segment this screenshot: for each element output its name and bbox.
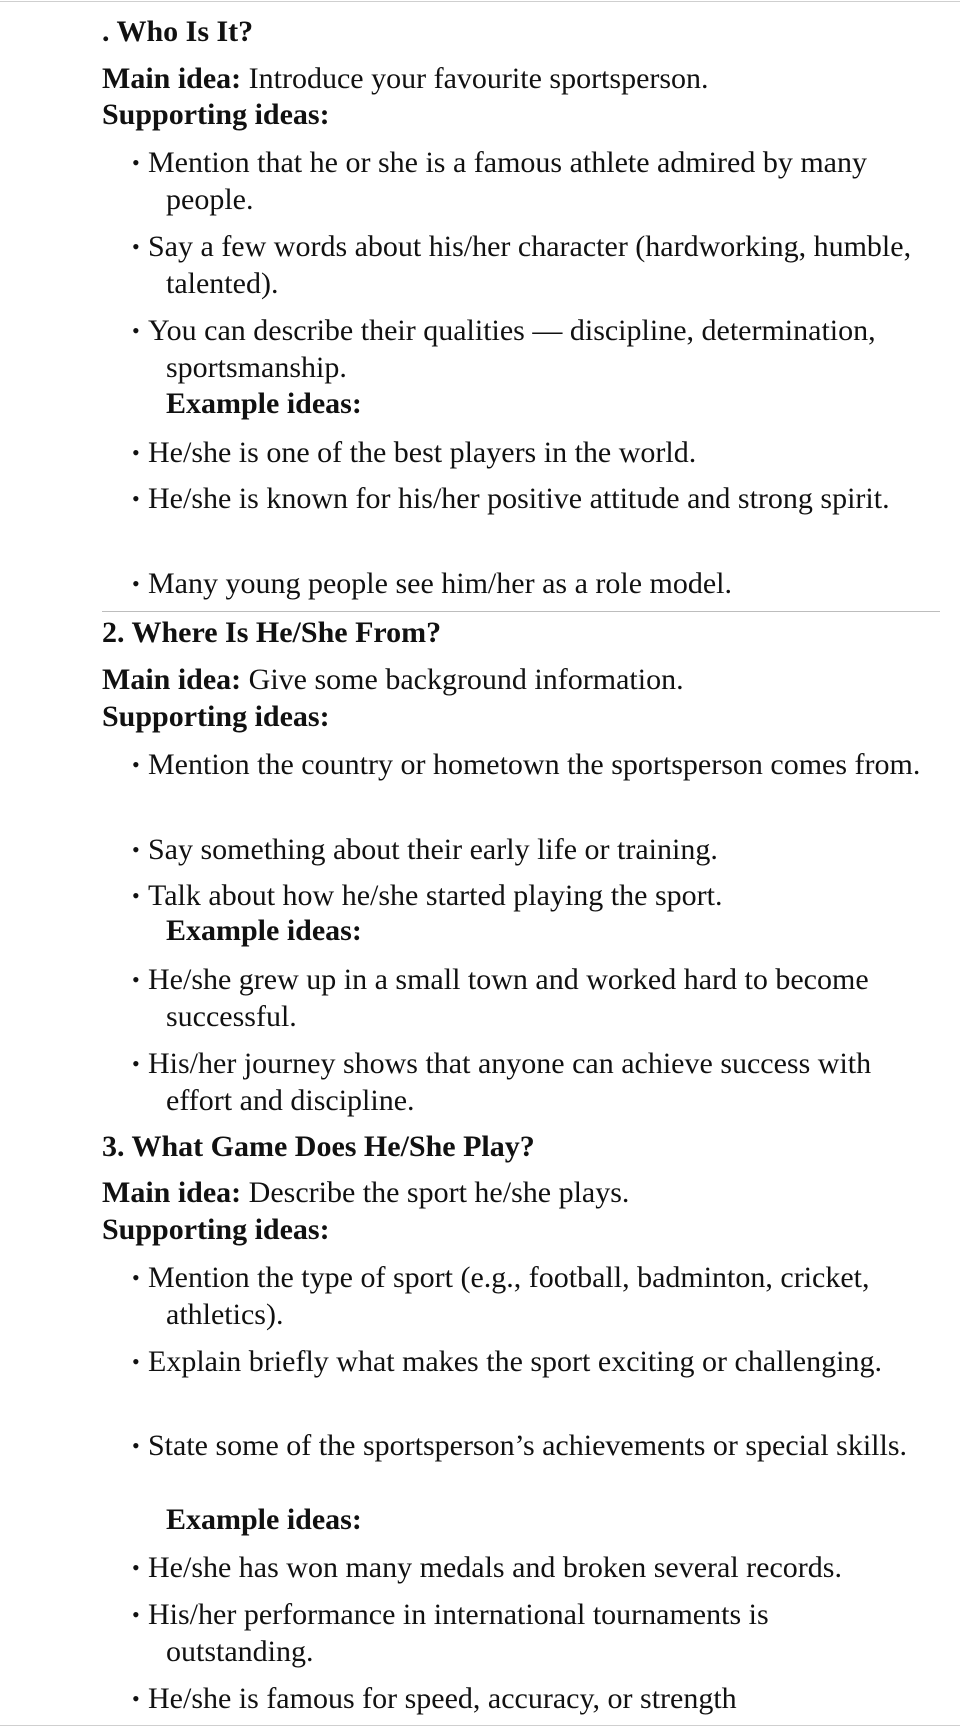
- list-item: • Many young people see him/her as a role model.: [132, 567, 733, 600]
- bullet-icon: •: [132, 1555, 140, 1580]
- main-idea-text: Introduce your favourite sportsperson.: [248, 62, 709, 95]
- section-2-example-label: Example ideas:: [166, 914, 362, 947]
- list-item: • He/she grew up in a small town and worked hard to become successful.: [132, 963, 869, 1033]
- section-3-main-idea: [102, 1175, 629, 1211]
- bullet-icon: •: [132, 883, 140, 908]
- list-item: • Say a few words about his/her character (hardworking, humble, talented).: [132, 230, 912, 300]
- section-divider: [102, 611, 940, 612]
- bullet-icon: •: [132, 234, 140, 259]
- section-2-supporting-label: Supporting ideas:: [102, 700, 330, 733]
- list-item: • Say something about their early life or training.: [132, 833, 718, 866]
- bullet-icon: •: [132, 486, 140, 511]
- bullet-icon: •: [132, 571, 140, 596]
- list-item: • Mention that he or she is a famous athlete admired by many people.: [132, 146, 867, 216]
- list-item: • He/she is one of the best players in the world.: [132, 436, 697, 469]
- section-1-heading: . Who Is It?: [102, 15, 254, 48]
- list-item: • He/she is famous for speed, accuracy, or strength: [132, 1682, 737, 1715]
- list-item: • His/her performance in international tournaments is outstanding.: [132, 1598, 769, 1668]
- bullet-icon: •: [132, 1349, 140, 1374]
- bullet-icon: •: [132, 1602, 140, 1627]
- list-item: • He/she is known for his/her positive attitude and strong spirit.: [132, 482, 890, 515]
- bottom-border: [0, 1725, 960, 1726]
- bullet-icon: •: [132, 967, 140, 992]
- list-item: • Mention the country or hometown the sportsperson comes from.: [132, 748, 921, 781]
- section-1-supporting-label: Supporting ideas:: [102, 98, 330, 131]
- main-idea-text: Give some background information.: [248, 663, 684, 696]
- bullet-icon: •: [132, 1686, 140, 1711]
- bullet-icon: •: [132, 150, 140, 175]
- main-idea-label: Main idea:: [102, 1176, 242, 1209]
- section-2-heading: 2. Where Is He/She From?: [102, 616, 442, 649]
- section-1-example-label: Example ideas:: [166, 387, 362, 420]
- bullet-icon: •: [132, 318, 140, 343]
- list-item: • Talk about how he/she started playing the sport.: [132, 879, 723, 912]
- list-item: • Explain briefly what makes the sport exciting or challenging.: [132, 1345, 882, 1378]
- list-item: • State some of the sportsperson’s achievements or special skills.: [132, 1429, 908, 1462]
- section-3-heading: 3. What Game Does He/She Play?: [102, 1130, 535, 1163]
- list-item: • Mention the type of sport (e.g., football, badminton, cricket, athletics).: [132, 1261, 870, 1331]
- list-item: • His/her journey shows that anyone can achieve success with effort and discipline.: [132, 1047, 872, 1117]
- main-idea-text: Describe the sport he/she plays.: [248, 1176, 630, 1209]
- bullet-icon: •: [132, 1433, 140, 1458]
- top-border: [0, 1, 960, 2]
- bullet-icon: •: [132, 752, 140, 777]
- bullet-icon: •: [132, 1265, 140, 1290]
- section-3-supporting-label: Supporting ideas:: [102, 1213, 330, 1246]
- bullet-icon: •: [132, 440, 140, 465]
- bullet-icon: •: [132, 837, 140, 862]
- section-1-main-idea: [102, 61, 709, 97]
- list-item: • You can describe their qualities — discipline, determination, sportsmanship.: [132, 314, 876, 384]
- bullet-icon: •: [132, 1051, 140, 1076]
- list-item: • He/she has won many medals and broken several records.: [132, 1551, 842, 1584]
- section-2-main-idea: [102, 662, 684, 698]
- main-idea-label: Main idea:: [102, 62, 242, 95]
- section-3-example-label: Example ideas:: [166, 1503, 362, 1536]
- main-idea-label: Main idea:: [102, 663, 242, 696]
